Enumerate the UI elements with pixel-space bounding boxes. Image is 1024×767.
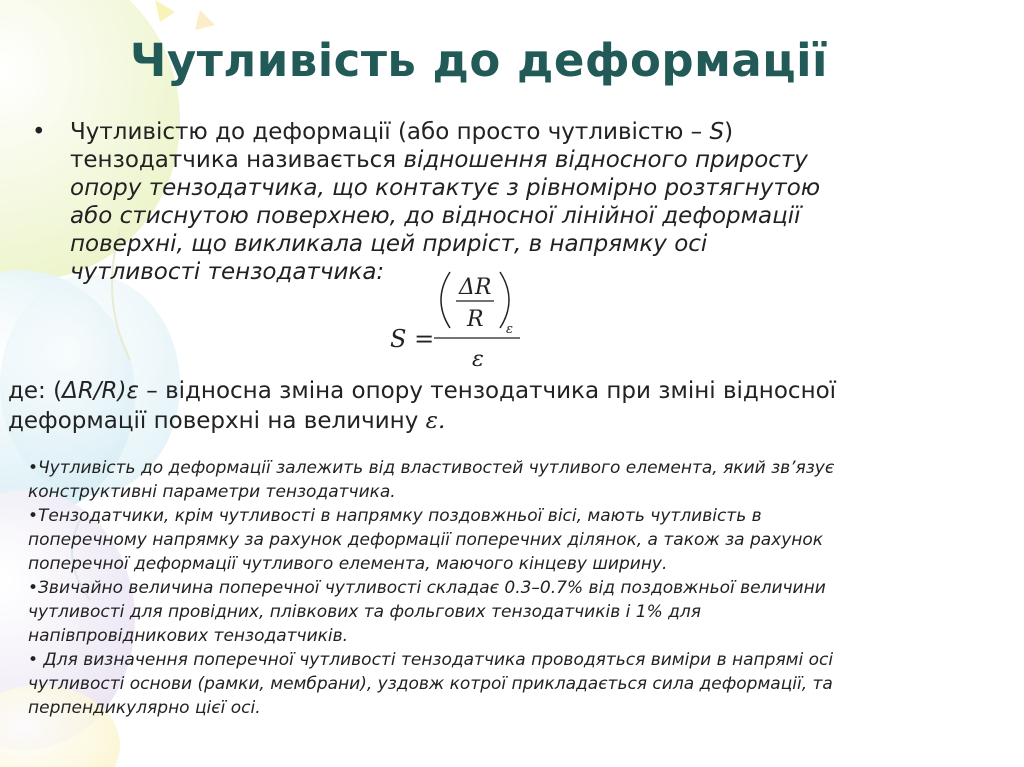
definition-line-2 — [70, 146, 808, 174]
definition-line-5: поверхні, що викликала цей приріст, в напрямку осі — [70, 231, 708, 257]
notes-line: чутливості основи (рамки, мембрани), уздовж котрої прикладається сила деформації, та — [28, 674, 833, 694]
formula-r: R — [467, 307, 484, 332]
where-epsilon-symbol: ε. — [425, 408, 446, 434]
formula-delta-r: ΔR — [459, 275, 492, 300]
where-line-2-text: деформації поверхні на величину — [8, 408, 426, 434]
definition-line-2-italic: відношення відносного приросту — [403, 147, 808, 173]
notes-line: • Для визначення поперечної чутливості тензодатчика проводяться виміри в напрямі осі — [28, 650, 834, 670]
formula-subscript-epsilon: ε — [506, 322, 513, 337]
notes-line: •Тензодатчики, крім чутливості в напрямку поздовжньої вісі, мають чутливість в — [28, 506, 762, 526]
definition-line-1 — [70, 118, 733, 146]
definition-line-3: опору тензодатчика, що контактує з рівномірно розтягнутою — [70, 175, 821, 201]
where-line-1-text: – відносна зміна опору тензодатчика при зміні відносної — [138, 378, 837, 404]
where-line-2 — [8, 406, 445, 436]
notes-line: поперечному напрямку за рахунок деформації поперечних ділянок, а також за рахунок — [28, 530, 824, 550]
sensitivity-formula — [388, 266, 538, 376]
notes-line: •Звичайно величина поперечної чутливості складає 0.3–0.7% від поздовжньої величини — [28, 578, 826, 598]
where-line-1 — [8, 376, 836, 406]
right-parenthesis — [500, 272, 509, 328]
sensitivity-symbol: S — [709, 119, 725, 145]
definition-line-4: або стиснутою поверхнею, до відносної лінійної деформації — [70, 203, 801, 229]
notes-line: напівпровідникових тензодатчиків. — [28, 626, 349, 646]
formula-denominator: ε — [472, 347, 484, 372]
left-parenthesis — [441, 272, 450, 328]
definition-line-2-text: тензодатчика називається — [70, 147, 404, 173]
notes-line: •Чутливість до деформації залежить від властивостей чутливого елемента, який зв’язує — [28, 458, 835, 478]
notes-line: чутливості для провідних, плівкових та фольгових тензодатчиків і 1% для — [28, 602, 701, 622]
definition-line-1-text: Чутливістю до деформації (або просто чутливістю – — [70, 119, 710, 145]
slide-title: Чутливість до деформації — [130, 34, 828, 87]
where-ratio-symbol: ΔR/R)ε — [62, 378, 139, 404]
notes-line: конструктивні параметри тензодатчика. — [28, 482, 396, 502]
definition-line-6: чутливості тензодатчика: — [70, 259, 385, 285]
bullet-marker: • — [32, 119, 46, 145]
notes-line: поперечної деформації чутливого елемента, маючого кінцеву ширину. — [28, 554, 668, 574]
where-line-1-prefix: де: ( — [8, 378, 63, 404]
definition-line-1-close: ) — [724, 119, 734, 145]
notes-line: перпендикулярно цієї осі. — [28, 698, 261, 718]
formula-lhs: S = — [390, 325, 435, 353]
